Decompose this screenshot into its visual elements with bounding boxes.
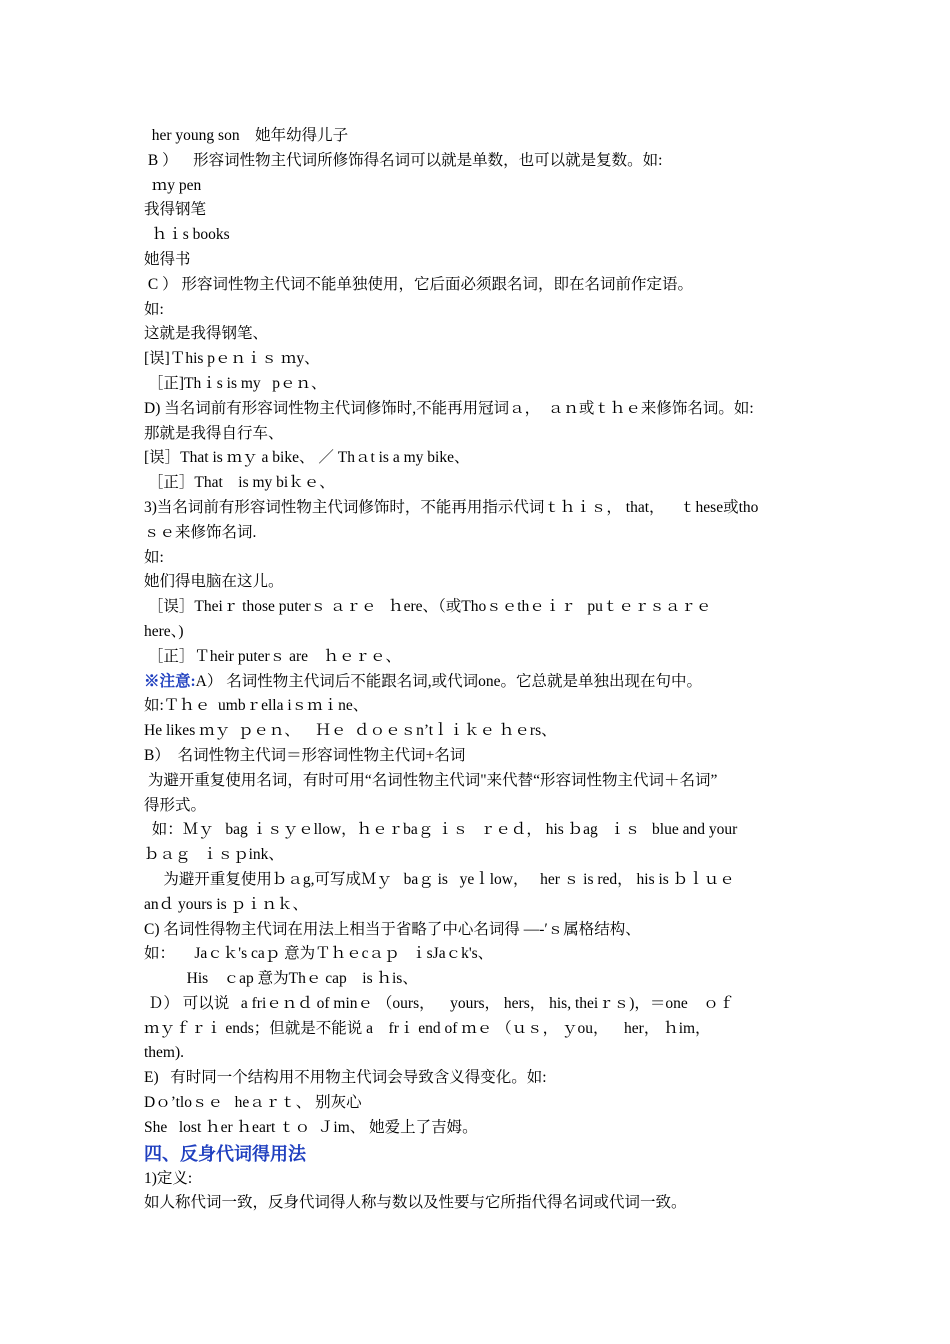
text-line: 我得钢笔	[144, 201, 207, 219]
note-label: ※注意:	[144, 672, 196, 690]
note-line	[144, 670, 808, 695]
text-line: 为避开重复使用名词，有时可用“名词性物主代词"来代替“形容词性物主代词＋名词”	[144, 771, 718, 789]
text-line: ｍy pen	[144, 176, 202, 194]
text-line: ｂａｇ ｉｓｐink、	[144, 846, 284, 864]
text-line: 如： Jaｃｋ's caｐ 意为Ｔｈｅcａｐ ｉsJaｃk's、	[144, 945, 494, 963]
text-line: ｓｅ来修饰名词.	[144, 523, 257, 541]
text-line: ｍｙｆｒｉ ends；但就是不能说 a frｉ end of ｍｅ （ｕｓ， ｙou， her， ｈim，	[144, 1019, 711, 1037]
section-heading: 四、反身代词得用法	[144, 1143, 306, 1164]
note-text: A） 名词性物主代词后不能跟名词,或代词one。它总就是单独出现在句中。	[195, 672, 702, 690]
text-line: 1)定义:	[144, 1169, 193, 1187]
text-line: 3)当名词前有形容词性物主代词修饰时，不能再用指示代词ｔｈｉｓ， that， ｔhese或tho	[144, 498, 759, 516]
text-line: here、)	[144, 622, 184, 640]
text-line: His ｃap 意为Thｅ cap is ｈis、	[144, 970, 418, 988]
text-line: 如：Ｍｙ bag ｉｓｙｅllow，ｈｅｒbaｇ ｉｓ ｒｅｄ， his ｂag ｉｓ blue and your	[144, 821, 738, 839]
text-line: 如:	[144, 300, 164, 318]
text-line: [误]Ｔhis pｅｎｉｓ ｍy、	[144, 350, 320, 368]
text-line: E) 有时同一个结构用不用物主代词会导致含义得变化。如:	[144, 1069, 547, 1087]
text-line: 如:Ｔｈｅ umbｒella iｓｍｉne、	[144, 697, 369, 715]
text-line: He likes ｍｙ ｐｅｎ、 Ｈｅ ｄｏｅｓn’tｌｉｋｅ ｈｅrs、	[144, 722, 557, 740]
text-line: C ） 形容词性物主代词不能单独使用，它后面必须跟名词，即在名词前作定语。	[144, 275, 693, 293]
text-line: ［误］Theiｒ those puterｓ ａｒｅ ｈere、（或Thoｓｅthｅｉｒ puｔｅｒｓａｒｅ	[144, 598, 712, 616]
text-line: 那就是我得自行车、	[144, 424, 284, 442]
text-line: She lost ｈer ｈeart ｔｏ Ｊim、 她爱上了吉姆。	[144, 1118, 478, 1136]
text-line: D) 当名词前有形容词性物主代词修饰时,不能再用冠词ａ， ａｎ或ｔｈｅ来修饰名词。如:	[144, 399, 754, 417]
text-line: them).	[144, 1044, 185, 1062]
text-line: 得形式。	[144, 796, 207, 814]
text-line: 如:	[144, 548, 164, 566]
text-line: 为避开重复使用ｂａg,可写成Ｍｙ baｇ is yeｌlow， her ｓ is red， his is ｂｌｕｅ	[144, 870, 735, 888]
text-line: 这就是我得钢笔、	[144, 325, 269, 343]
text-line: Dｏ’tloｓｅ heａｒｔ、 别灰心	[144, 1094, 362, 1112]
text-line: C) 名词性得物主代词在用法上相当于省略了中心名词得 —-′ｓ属格结构、	[144, 920, 641, 938]
text-line: 她得书	[144, 250, 191, 268]
text-line: B ） 形容词性物主代词所修饰得名词可以就是单数，也可以就是复数。如:	[144, 151, 663, 169]
text-line: ［正］That is my biｋｅ、	[144, 474, 335, 492]
text-line: ［正］Ｔheir puterｓ are ｈｅｒｅ、	[144, 647, 401, 665]
text-line: 如人称代词一致，反身代词得人称与数以及性要与它所指代得名词或代词一致。	[144, 1194, 687, 1212]
text-line: Ｄ） 可以说 a friｅｎｄ of minｅ （ours， yours， hers， his, theiｒｓ)，＝one ｏｆ	[144, 994, 735, 1012]
text-line: her young son 她年幼得儿子	[144, 127, 349, 144]
text-line: B） 名词性物主代词＝形容词性物主代词+名词	[144, 746, 466, 764]
text-line: anｄ yours is ｐｉｎｋ、	[144, 895, 309, 913]
text-line: ｈｉs books	[144, 226, 230, 244]
text-line: ［正]Thｉs is my pｅｎ、	[144, 374, 327, 392]
text-line: [误］That is ｍｙ a bike、 ／ Thａt is a my bike、	[144, 449, 470, 467]
text-line: 她们得电脑在这儿。	[144, 573, 284, 591]
document-body	[144, 124, 808, 1216]
